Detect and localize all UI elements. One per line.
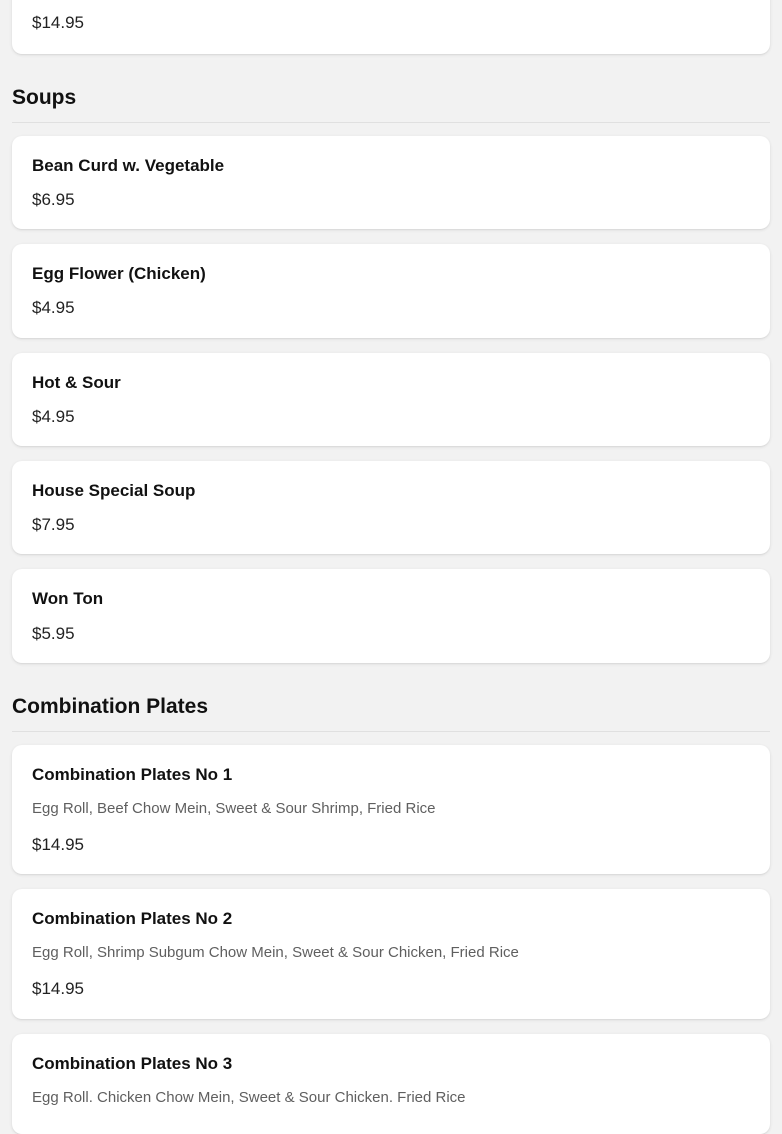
item-description: Egg Roll, Beef Chow Mein, Sweet & Sour Shrimp, Fried Rice: [32, 800, 436, 817]
menu-item-card[interactable]: [12, 244, 770, 338]
item-name: Combination Plates No 1: [32, 765, 233, 784]
section-divider: [12, 731, 770, 732]
item-price: $4.95: [32, 298, 75, 317]
menu-item-card[interactable]: [12, 461, 770, 554]
item-price: $14.95: [32, 979, 84, 998]
item-price: $6.95: [32, 190, 75, 209]
item-name: House Special Soup: [32, 481, 196, 500]
item-price: $7.95: [32, 515, 75, 534]
item-name: Won Ton: [32, 589, 104, 608]
item-description: Egg Roll, Shrimp Subgum Chow Mein, Sweet & Sour Chicken, Fried Rice: [32, 944, 519, 961]
menu-item-card[interactable]: [12, 1034, 770, 1134]
item-price: $14.95: [32, 835, 84, 854]
item-price: $5.95: [32, 624, 75, 643]
section-title-combination-plates: Combination Plates: [12, 695, 209, 718]
menu-item-card[interactable]: [12, 0, 770, 54]
menu-item-card[interactable]: [12, 136, 770, 229]
item-price: $4.95: [32, 407, 75, 426]
menu-item-card[interactable]: [12, 889, 770, 1019]
item-description: Egg Roll. Chicken Chow Mein, Sweet & Sour Chicken. Fried Rice: [32, 1089, 466, 1106]
item-price: $14.95: [32, 13, 84, 32]
menu-item-card[interactable]: [12, 745, 770, 874]
item-name: Hot & Sour: [32, 373, 121, 392]
item-name: Combination Plates No 3: [32, 1054, 233, 1073]
menu-item-card[interactable]: [12, 353, 770, 446]
item-name: Combination Plates No 2: [32, 909, 233, 928]
item-name: Bean Curd w. Vegetable: [32, 156, 225, 175]
section-title-soups: Soups: [12, 86, 77, 109]
menu-item-card[interactable]: [12, 569, 770, 663]
section-divider: [12, 122, 770, 123]
item-name: Egg Flower (Chicken): [32, 264, 206, 283]
